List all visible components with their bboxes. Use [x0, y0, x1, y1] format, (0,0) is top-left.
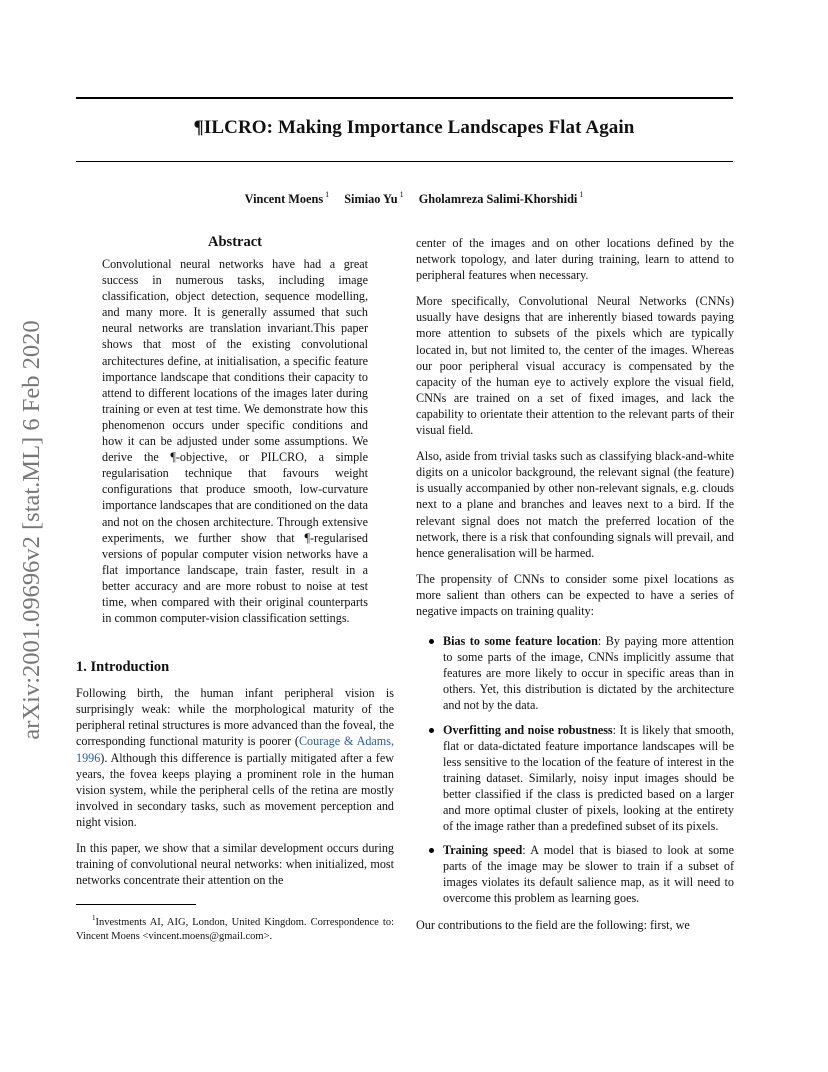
arxiv-identifier: arXiv:2001.09696v2 [stat.ML] 6 Feb 2020	[18, 320, 45, 740]
footnote-mark: 1	[92, 914, 96, 923]
body-paragraph: center of the images and on other locations defined by the network topology, and later during training, learn to attend to peripheral features when necessary.	[416, 236, 734, 283]
author-list	[76, 190, 752, 207]
body-paragraph: The propensity of CNNs to consider some pixel locations as more salient than others can be expected to have a series of negative impacts on training quality:	[416, 571, 734, 618]
author-name: Simiao Yu	[344, 192, 398, 206]
intro-text: Following birth, the human infant peripheral vision is surprisingly weak: while the morphological maturity of the peripheral retinal structures is more advanced than the foveal, the corresponding functional maturity is poorer (	[76, 686, 394, 749]
bullet-text: : By paying more attention to some parts of the image, CNNs implicitly assume that features are more likely to occur in specific areas than in others. Yet, this distribution is dictated by the architecture and not by the data.	[443, 634, 734, 713]
author-name: Gholamreza Salimi-Khorshidi	[418, 192, 578, 206]
list-item	[416, 633, 734, 713]
bullet-text: : It is likely that smooth, flat or data-dictated feature importance landscapes will be less sensitive to the location of the feature of interest in the training dataset. Similarly, noisy input images should be better classified if the class is predicted based on a larger and more optimal cluster of pixels, looking at the entirety of the image rather than a predefined subset of its pixels.	[443, 722, 734, 834]
impact-list	[416, 633, 734, 907]
intro-paragraph-2: In this paper, we show that a similar development occurs during training of convolutional neural networks: when initialized, most networks concentrate their attention on the	[76, 841, 394, 888]
right-column	[416, 235, 734, 943]
intro-text: ). Although this difference is partially mitigated after a few years, the fovea keeps playing a prominent role in the human vision system, while the peripheral cells of the retina are mostly involved in secondary tasks, such as movement perception and night vision.	[76, 750, 394, 829]
body-paragraph: Our contributions to the field are the following: first, we	[416, 917, 690, 932]
bullet-text: : A model that is biased to look at some parts of the image may be slower to train if a subset of images violates its default salience map, as it will need to overcome this problem as learning goes.	[443, 843, 734, 906]
title-top-rule	[76, 97, 733, 99]
affiliation-mark: 1	[579, 190, 584, 199]
body-paragraph: Also, aside from trivial tasks such as classifying black-and-white digits on a unicolor background, the relevant signal (the feature) is usually accompanied by other non-relevant signals, e.g. clouds next to a plane and branches and leaves next to a bird. If the relevant signal does not match the preferred location of the network, there is a risk that confounding signals will prevail, and hence generalisation will be harmed.	[416, 449, 734, 560]
bullet-term: Training speed	[443, 843, 523, 858]
footnote-text: Investments AI, AIG, London, United Kingdom. Correspondence to: Vincent Moens <vincent.moens@gmail.com>.	[76, 917, 394, 943]
intro-paragraph-1	[76, 685, 394, 830]
author-name: Vincent Moens	[244, 192, 324, 206]
introduction-heading: 1. Introduction	[76, 659, 170, 676]
left-column	[76, 232, 394, 944]
abstract-heading: Abstract	[208, 234, 262, 250]
list-item	[416, 842, 734, 906]
body-paragraph: More specifically, Convolutional Neural Networks (CNNs) usually have designs that are inherently biased towards paying more attention to subsets of the pixels which are typically located in, but not limited to, the center of the images. Whereas our poor peripheral visual accuracy is compensated by the capacity of the human eye to actively explore the visual field, CNNs are trained on a set of fixed images, and lack the capability to orientate their attention to the relevant parts of their visual field.	[416, 294, 734, 438]
bullet-term: Bias to some feature location	[443, 634, 598, 649]
bullet-term: Overfitting and noise robustness	[443, 722, 613, 737]
footnote-rule	[76, 904, 196, 905]
list-item	[416, 722, 734, 835]
abstract-text: Convolutional neural networks have had a great success in numerous tasks, including image classification, object detection, sequence modelling, and many more. It is generally assumed that such neural networks are translation invariant.This paper shows that most of the existing convolutional architectures define, at initialisation, a specific feature importance landscape that conditions their capacity to attend to different locations of the images later during training or even at test time. We demonstrate how this phenomenon occurs under specific conditions and how it can be adjusted under some assumptions. We derive the ¶-objective, or PILCRO, a simple regularisation technique that favours weight configurations that produce smooth, low-curvature importance landscapes that are conditioned on the data and not on the chosen architecture. Through extensive experiments, we further show that ¶-regularised versions of popular computer vision networks have a flat importance landscape, train faster, result in a better accuracy and are more robust to noise at test time, when compared with their original counterparts in common computer-vision classification settings.	[102, 257, 368, 626]
title-bottom-rule	[76, 161, 733, 162]
citation-link[interactable]: Courage & Adams, 1996	[76, 734, 395, 765]
affiliation-footnote	[76, 911, 394, 944]
affiliation-mark: 1	[325, 190, 330, 199]
paper-title: ¶ILCRO: Making Importance Landscapes Flat Again	[193, 117, 635, 138]
affiliation-mark: 1	[399, 190, 404, 199]
arxiv-sidebar	[12, 290, 52, 770]
